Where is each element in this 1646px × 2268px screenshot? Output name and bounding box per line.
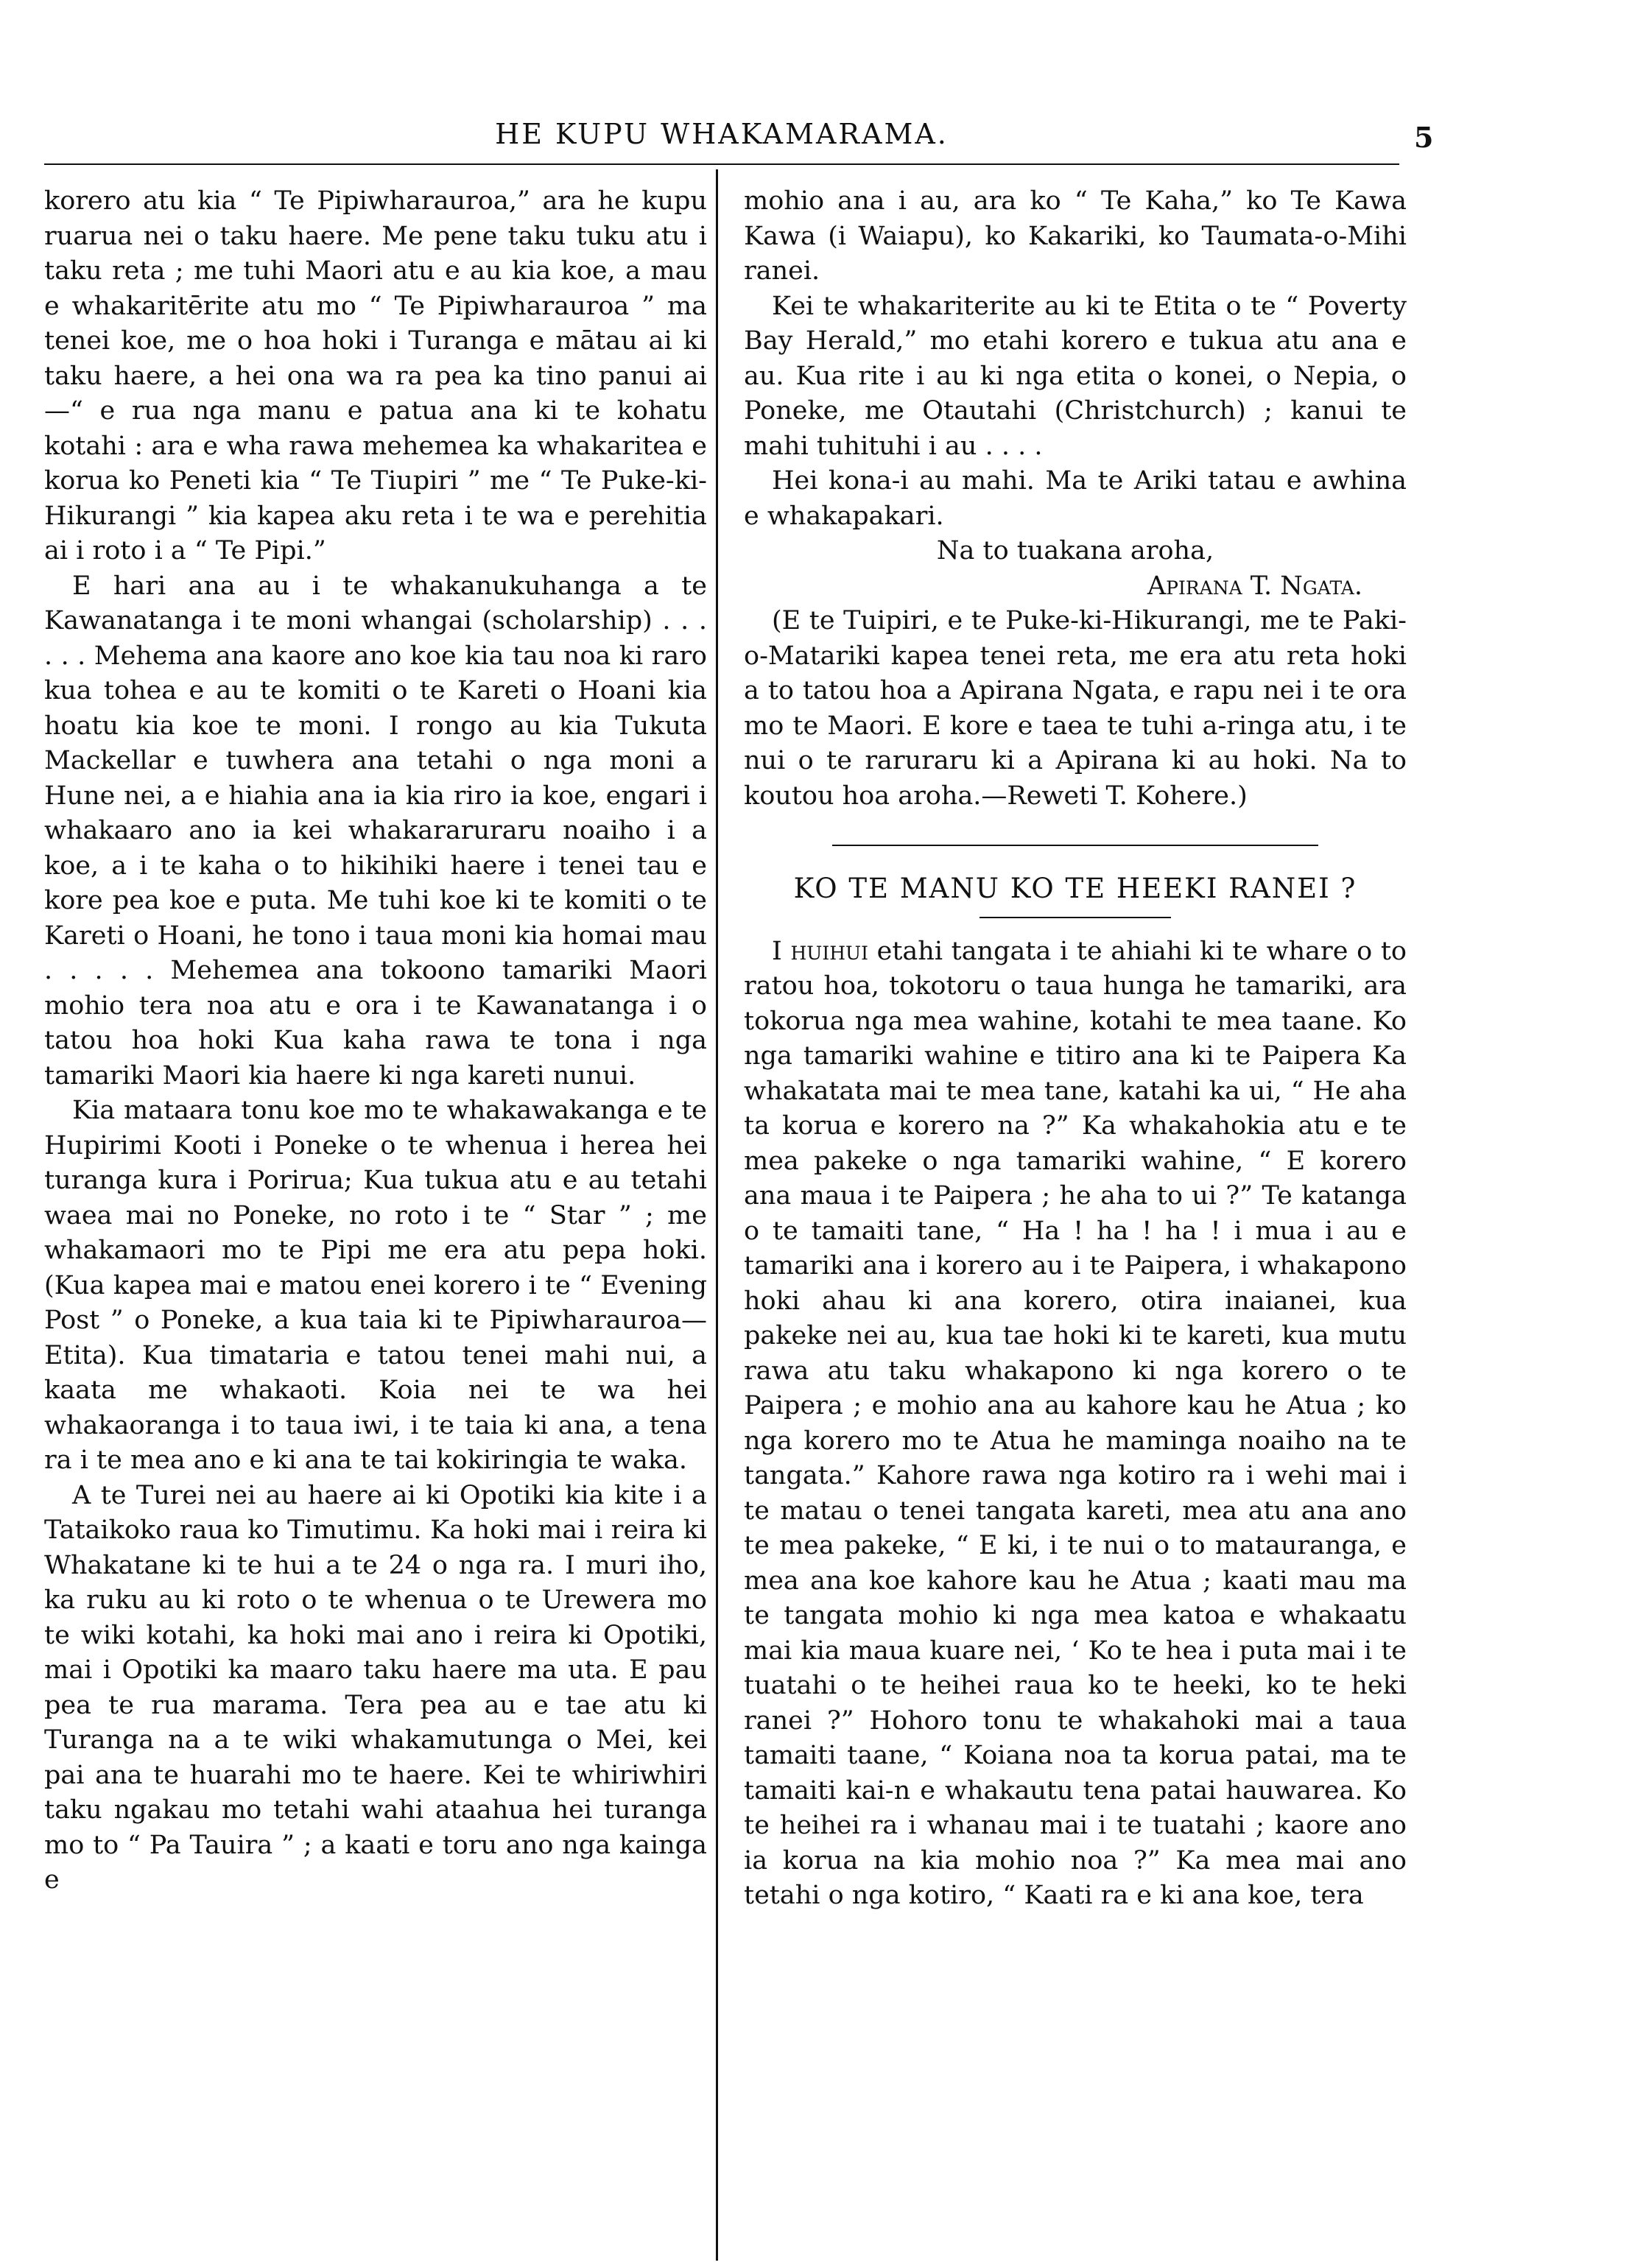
paragraph: Hei kona-i au mahi. Ma te Ariki tatau e awhina e whakapakari.: [744, 466, 1407, 531]
running-header: [44, 118, 1434, 162]
right-column: [744, 184, 1407, 1914]
heading-underline: [979, 917, 1171, 918]
column-rule: [716, 169, 718, 2261]
running-title: HE KUPU WHAKAMARAMA.: [495, 118, 949, 150]
paragraph: korero atu kia “ Te Pipiwharauroa,” ara he kupu ruarua nei o taku haere. Me pene taku tuku atu i taku reta ; me tuhi Maori atu e au kia koe, a mau e whakaritērite atu mo “ Te Pipiwharauroa ” ma tenei koe, me o hoa hoki i Turanga e mātau ai ki taku haere, a hei ona wa ra pea ka tino panui ai—“ e rua nga manu e patua ana ki te kohatu kotahi : ara e wha rawa mehemea ka whakaritea e korua ko Peneti kia “ Te Tiupiri ” me “ Te Puke-ki-Hikurangi ” kia kapea aku reta i te wa e perehitia ai i roto i a “ Te Pipi.”: [44, 186, 707, 566]
paragraph: Kia mataara tonu koe mo te whakawakanga e te Hupirimi Kooti i Poneke o te whenua i herea hei turanga kura i Porirua; Kua tukua atu e au tetahi waea mai no Poneke, no roto i te “ Star ” ; me whakamaori mo te Pipi me era atu pepa hoki. (Kua kapea mai e matou enei korero i te “ Evening Post ” o Poneke, a kua taia ki te Pipiwharauroa—Etita). Kua timataria e tatou tenei mahi nui, a kaata me whakaoti. Koia nei te wa hei whakaoranga i to taua iwi, i te taia ki ana, a tena ra i te mea ano e ki ana te tai kokiringia te waka.: [44, 1096, 707, 1475]
paragraph: A te Turei nei au haere ai ki Opotiki kia kite i a Tataikoko raua ko Timutimu. Ka hoki mai i reira ki Whakatane ki te hui a te 24 o nga ra. I muri iho, ka ruku au ki roto o te whenua o te Urewera mo te wiki kotahi, ka hoki mai ano i reira ki Opotiki, mai i Opotiki ka maaro taku haere ma uta. E pau pea te rua marama. Tera pea au e tae atu ki Turanga na a te wiki whakamutunga o Mei, kei pai ana te huarahi mo te haere. Kei te whiriwhiri taku ngakau mo tetahi wahi ataahua hei turanga mo to “ Pa Tauira ” ; a kaati e toru ano nga kainga e: [44, 1480, 707, 1895]
story-text: etahi tangata i te ahiahi ki te whare o to ratou hoa, tokotoru o taua hunga he tamariki, ara tokorua nga mea wahine, kotahi te mea taane. Ko nga tamariki wahine e titiro ana ki te Paipera Ka whakatata mai te mea tane, katahi ka ui, “ He aha ta korua e korero na ?” Ka whakahokia atu e te mea pakeke o nga tamariki wahine, “ E korero ana maua i te Paipera ; he aha to ui ?” Te katanga o te tamaiti tane, “ Ha ! ha ! ha ! i mua i au e tamariki ana i korero au i te Paipera, i whakapono hoki ahau ki ana korero, otira inaianei, kua pakeke nei au, kua tae hoki ki te kareti, kua mutu rawa atu taku whakapono ki nga korero o te Paipera ; e mohio ana au kahore kau he Atua ; ko nga korero mo te Atua he maminga noaiho na te tangata.” Kahore rawa nga kotiro ra i wehi mai i te matau o tenei tangata kareti, mea atu ana ano te mea pakeke, “ E ki, i te nui o to matauranga, e mea ana koe kahore kau he Atua ; kaati mau ma te tangata mohio ki nga mea katoa e whakaatu mai kia maua kuare nei, ‘ Ko te hea i puta mai i te tuatahi o te heihei raua ko te heeki, ko te heki ranei ?” Hohoro tonu te whakahoki mai a taua tamaiti taane, “ Koiana noa ta korua patai, ma te tamaiti kai-n e whakautu tena patai hauwarea. Ko te heihei ra i whanau mai i te tuatahi ; kaore ano ia korua na kia mohio noa ?” Ka mea mai ano tetahi o nga kotiro, “ Kaati ra e ki ana koe, tera: [744, 936, 1407, 1910]
story-lead: I huihui: [772, 936, 868, 966]
letter-signature: Apirana T. Ngata.: [1147, 571, 1362, 601]
article-heading: KO TE MANU KO TE HEEKI RANEI ?: [793, 873, 1357, 904]
letter-signoff: Na to tuakana aroha,: [936, 536, 1214, 566]
editor-note: (E te Tuipiri, e te Puke-ki-Hikurangi, me te Paki-o-Matariki kapea tenei reta, me era atu reta hoki a to tatou hoa a Apirana Ngata, e rapu nei i te ora mo te Maori. E kore e taea te tuhi a-ringa atu, i te nui o te raruraru ki a Apirana ki au hoki. Na to koutou hoa aroha.—Reweti T. Kohere.): [744, 606, 1407, 811]
paragraph: Kei te whakariterite au ki te Etita o te “ Poverty Bay Herald,” mo etahi korero e tukua atu ana e au. Kua rite i au ki nga etita o konei, o Nepia, o Poneke, me Otautahi (Christchurch) ; kanui te mahi tuhituhi i au . . . .: [744, 291, 1407, 461]
section-divider: [832, 845, 1318, 846]
article-paragraph: [744, 934, 1407, 1914]
header-rule: [44, 163, 1399, 165]
paragraph: mohio ana i au, ara ko “ Te Kaha,” ko Te Kawa Kawa (i Waiapu), ko Kakariki, ko Taumata-o-Mihi ranei.: [744, 186, 1407, 286]
left-column: [44, 184, 707, 1898]
paragraph: E hari ana au i te whakanukuhanga a te Kawanatanga i te moni whangai (scholarship) . . . . . . Mehema ana kaore ano koe kia tau noa ki raro kua tohea e au te komiti o te Kareti o Hoani kia hoatu kia koe te moni. I rongo au kia Tukuta Mackellar e tuwhera ana tetahi o nga moni a Hune nei, a e hiahia ana ia kia riro ia koe, engari i whakaaro ano ia kei whakararuraru noaiho i a koe, a i te kaha o to hikihiki haere i tenei tau e kore pea koe e puta. Me tuhi koe ki te komiti o te Kareti o Hoani, he tono i taua moni kia homai mau . . . . . Mehemea ana tokoono tamariki Maori mohio tera noa atu e ora i te Kawanatanga i o tatou hoa hoki Kua kaha rawa te tona i nga tamariki Maori kia haere ki nga kareti nunui.: [44, 571, 707, 1091]
page-number: 5: [1414, 121, 1434, 154]
